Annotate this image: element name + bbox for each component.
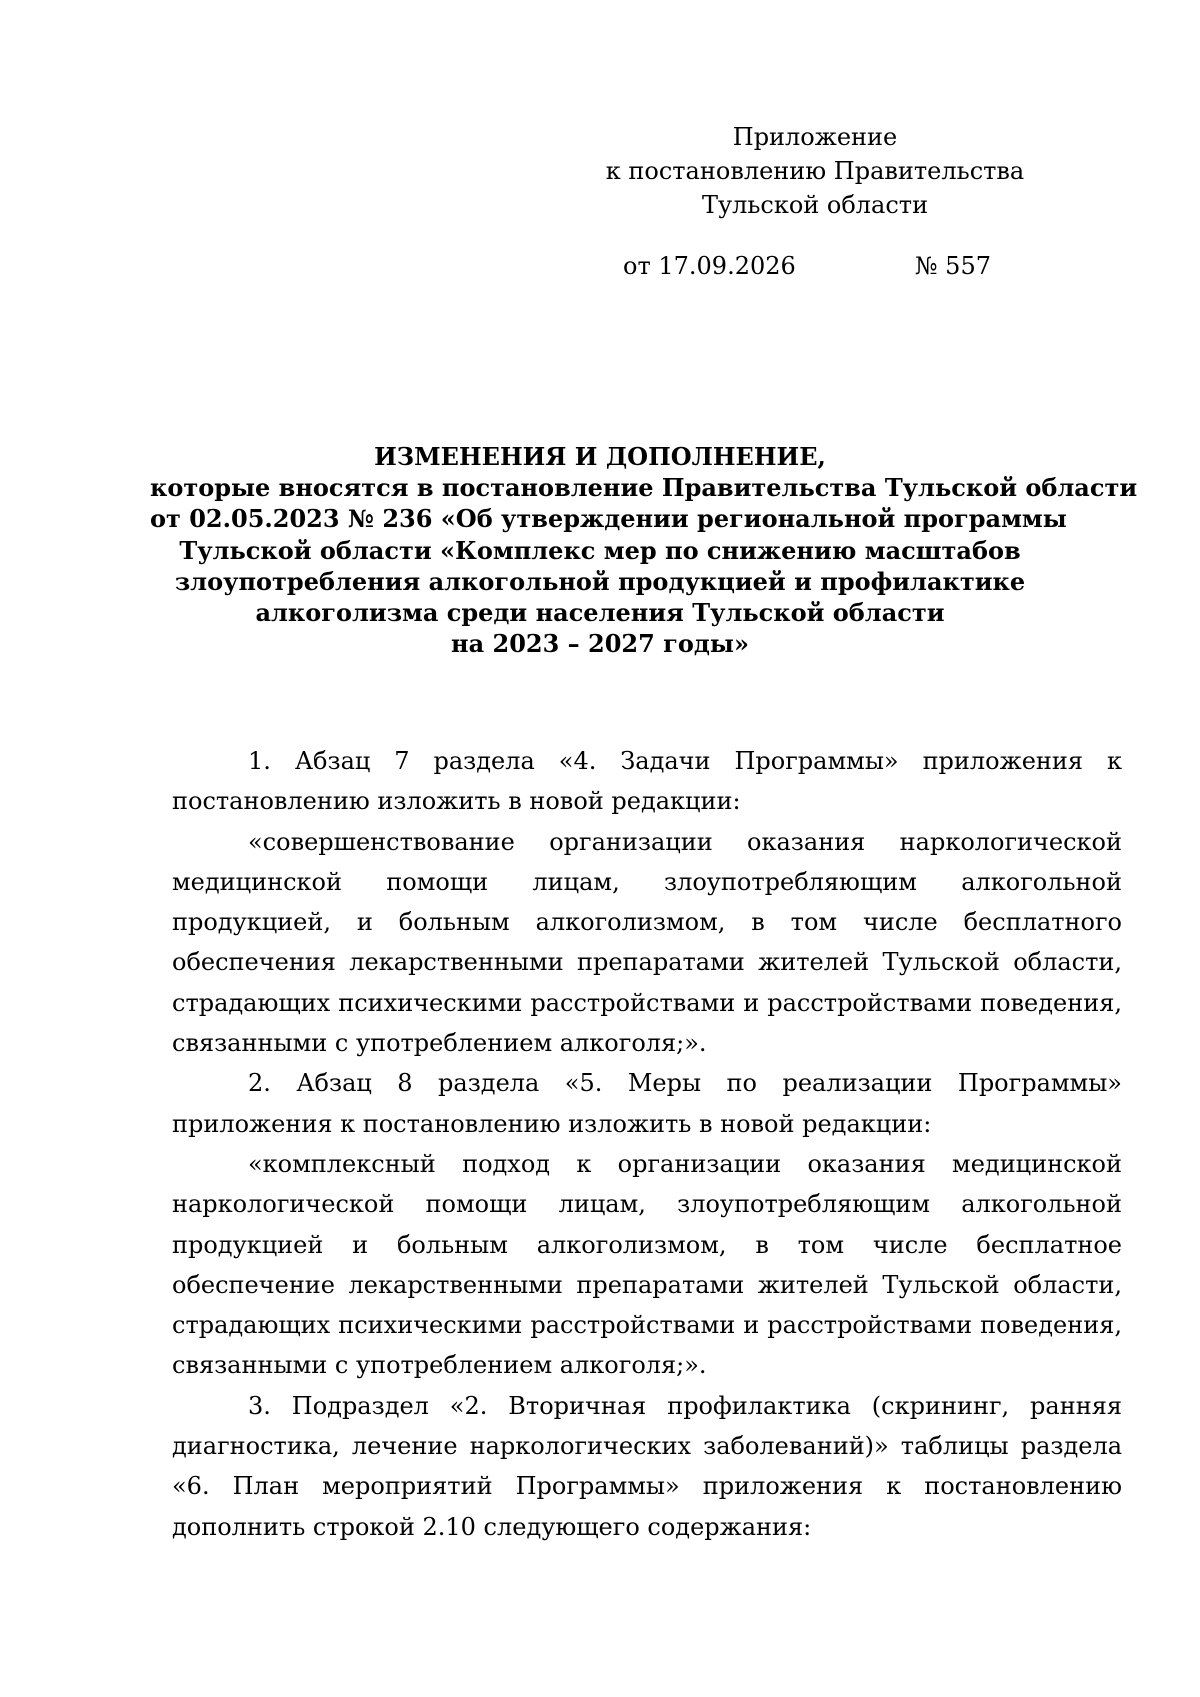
title-line-2: которые вносятся в постановление Правительства Тульской области	[150, 473, 1138, 503]
paragraph-quote-1: «совершенствование организации оказания наркологической медицинской помощи лицам, злоупотребляющим алкогольной продукцией, и больным алкоголизмом, в том числе бесплатного обеспечения лекарственными препаратами жителей Тульской области, страдающих психическими расстройствами и расстройствами поведения, связанными с употреблением алкоголя;».	[172, 827, 1122, 1058]
document-title	[150, 441, 1138, 659]
title-line-4: Тульской области «Комплекс мер по снижению масштабов	[179, 535, 1021, 565]
paragraph-item-1: 1. Абзац 7 раздела «4. Задачи Программы» приложения к постановлению изложить в новой редакции:	[172, 747, 1122, 816]
title-line-6: алкоголизма среди населения Тульской области	[255, 598, 945, 628]
appendix-date: от 17.09.2026	[623, 252, 796, 280]
title-line-1: ИЗМЕНЕНИЯ И ДОПОЛНЕНИЕ,	[374, 442, 826, 471]
appendix-label: Приложение	[732, 123, 898, 151]
appendix-reference: к постановлению Правительства	[605, 157, 1025, 185]
title-line-7: на 2023 – 2027 годы»	[451, 629, 749, 659]
paragraph-item-2: 2. Абзац 8 раздела «5. Меры по реализации Программы» приложения к постановлению изложить в новой редакции:	[172, 1069, 1122, 1138]
document-body	[172, 741, 1122, 1547]
appendix-number: № 557	[914, 252, 991, 280]
paragraph-item-3: 3. Подраздел «2. Вторичная профилактика (скрининг, ранняя диагностика, лечение наркологических заболеваний)» таблицы раздела «6. План мероприятий Программы» приложения к постановлению дополнить строкой 2.10 следующего содержания:	[172, 1391, 1122, 1541]
paragraph-quote-2: «комплексный подход к организации оказания медицинской наркологической помощи лицам, злоупотребляющим алкогольной продукцией и больным алкоголизмом, в том числе бесплатное обеспечение лекарственными препаратами жителей Тульской области, страдающих психическими расстройствами и расстройствами поведения, связанными с употреблением алкоголя;».	[172, 1149, 1122, 1380]
appendix-region: Тульской области	[701, 191, 929, 219]
title-line-3: от 02.05.2023 № 236 «Об утверждении региональной программы	[150, 504, 1067, 534]
title-line-5: злоупотребления алкогольной продукцией и профилактике	[174, 566, 1026, 596]
appendix-header	[600, 120, 1030, 222]
